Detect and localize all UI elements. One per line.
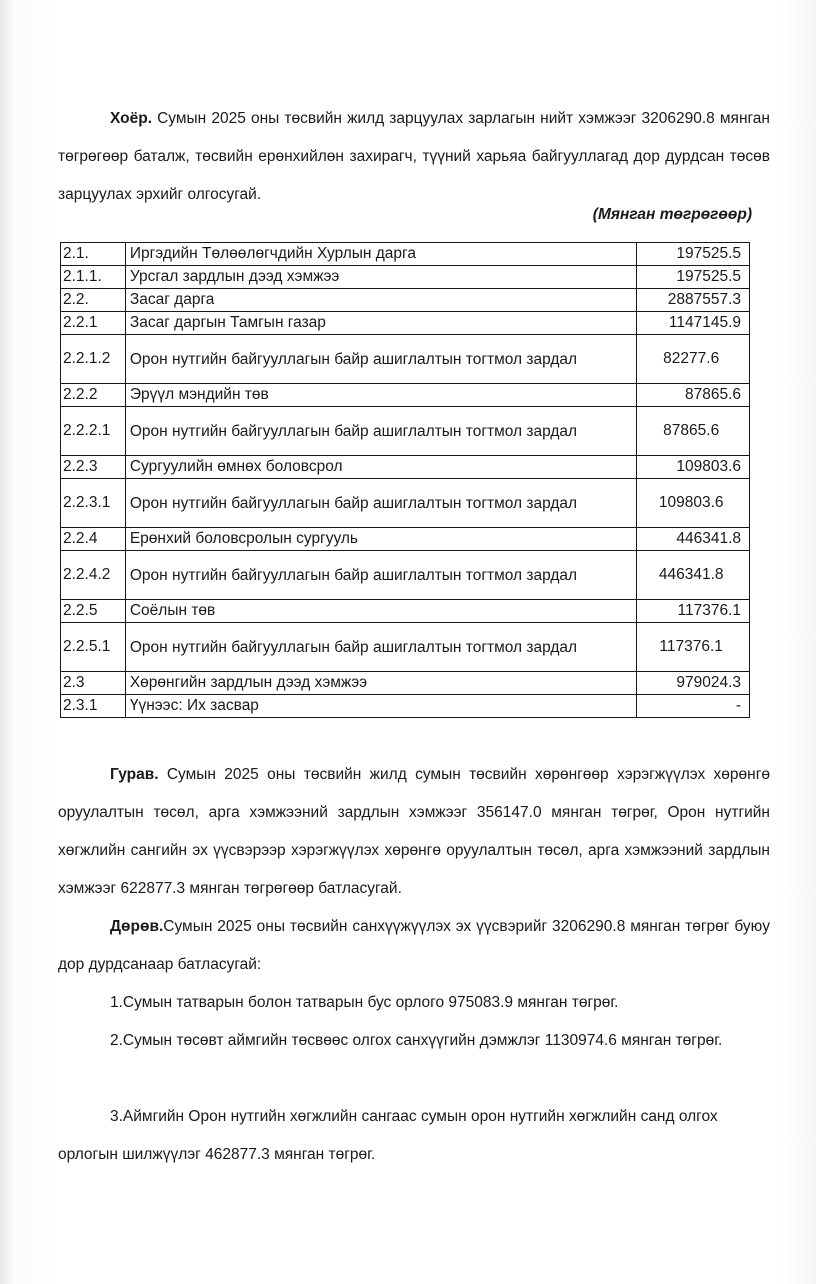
row-name: Эрүүл мэндийн төв [125,384,637,407]
table-row [61,407,750,456]
section-four-text: Сумын 2025 оны төсвийн санхүүжүүлэх эх үүсвэрийг 3206290.8 мянган төгрөг буюу дор дурдсанаар батлaсугай: [58,918,770,973]
row-code: 2.2.1.2 [61,335,126,384]
table-row [61,266,750,289]
row-amount: 82277.6 [637,335,750,384]
row-amount: 197525.5 [637,266,750,289]
row-name: Хөрөнгийн зардлын дээд хэмжээ [125,672,637,695]
section-two-text: Сумын 2025 оны төсвийн жилд зарцуулах зарлагын нийт хэмжээг 3206290.8 мянган төгрөгөөр баталж, төсвийн ерөнхийлөн захирагч, түүний харьяа байгууллагад дор дурдсан төсөв зарцуулах эрхийг олгосугай. [58,110,770,203]
row-name: Орон нутгийн байгууллагын байр ашиглалтын тогтмол зардал [125,551,637,600]
row-amount: 197525.5 [637,243,750,266]
table-row [61,335,750,384]
table-row [61,551,750,600]
row-code: 2.1. [61,243,126,266]
table-row [61,384,750,407]
section-two-paragraph [58,100,770,214]
table-row [61,672,750,695]
section-three-text: Сумын 2025 оны төсвийн жилд сумын төсвийн хөрөнгөөр хэрэгжүүлэх хөрөнгө оруулалтын төсөл, арга хэмжээний зардлын хэмжээг 356147.0 мянган төгрөг, Орон нутгийн хөгжлийн сангийн эх үүсвэрээр хэрэгжүүлэх хөрөнгө оруулалтын төсөл, арга хэмжээний зардлын хэмжээг 622877.3 мянган төгрөгөөр батлaсугай. [58,766,770,897]
funding-item-2: 2.Сумын төсөвт аймгийн төсвөөс олгох санхүүгийн дэмжлэг 1130974.6 мянган төгрөг. [110,1032,723,1049]
row-name: Урсгал зардлын дээд хэмжээ [125,266,637,289]
section-three-heading: Гурав. [110,766,159,783]
row-name: Үүнээс: Их засвар [125,695,637,718]
row-amount: 87865.6 [637,384,750,407]
row-name: Соёлын төв [125,600,637,623]
table-row [61,456,750,479]
row-name: Орон нутгийн байгууллагын байр ашиглалтын тогтмол зардал [125,479,637,528]
table-row [61,623,750,672]
table-row [61,479,750,528]
budget-table [60,242,750,718]
row-amount: 117376.1 [637,600,750,623]
row-code: 2.2.3.1 [61,479,126,528]
row-amount: 446341.8 [637,528,750,551]
row-code: 2.2.2 [61,384,126,407]
table-row [61,289,750,312]
row-amount: 117376.1 [637,623,750,672]
row-amount: 109803.6 [637,479,750,528]
section-three-paragraph [58,756,770,908]
row-code: 2.3.1 [61,695,126,718]
row-name: Засаг даргын Тамгын газар [125,312,637,335]
row-code: 2.2.5.1 [61,623,126,672]
row-code: 2.2.2.1 [61,407,126,456]
section-two-heading: Хоёр. [110,110,152,127]
section-four-heading: Дөрөв. [110,918,164,935]
row-code: 2.2.4.2 [61,551,126,600]
row-name: Ерөнхий боловсролын сургууль [125,528,637,551]
row-code: 2.1.1. [61,266,126,289]
row-name: Орон нутгийн байгууллагын байр ашиглалтын тогтмол зардал [125,623,637,672]
row-name: Орон нутгийн байгууллагын байр ашиглалтын тогтмол зардал [125,335,637,384]
table-row [61,695,750,718]
row-code: 2.3 [61,672,126,695]
funding-item-1: 1.Сумын татварын болон татварын бус орлого 975083.9 мянган төгрөг. [110,994,619,1011]
row-amount: 109803.6 [637,456,750,479]
row-name: Иргэдийн Төлөөлөгчдийн Хурлын дарга [125,243,637,266]
row-amount: 1147145.9 [637,312,750,335]
row-amount: 2887557.3 [637,289,750,312]
row-amount: 979024.3 [637,672,750,695]
table-row [61,528,750,551]
row-name: Орон нутгийн байгууллагын байр ашиглалтын тогтмол зардал [125,407,637,456]
unit-note: (Мянган төгрөгөөр) [592,206,752,223]
budget-table-body [61,243,750,718]
row-code: 2.2.1 [61,312,126,335]
row-name: Сургуулийн өмнөх боловсрол [125,456,637,479]
row-amount: 446341.8 [637,551,750,600]
row-code: 2.2.4 [61,528,126,551]
table-row [61,312,750,335]
row-amount: - [637,695,750,718]
section-four-paragraph [58,908,770,984]
row-name: Засаг дарга [125,289,637,312]
funding-item-3: 3.Аймгийн Орон нутгийн хөгжлийн сангаас сумын орон нутгийн хөгжлийн санд олгох орлогын шилжүүлэг 462877.3 мянган төгрөг. [58,1108,718,1163]
row-code: 2.2.3 [61,456,126,479]
row-code: 2.2. [61,289,126,312]
row-amount: 87865.6 [637,407,750,456]
row-code: 2.2.5 [61,600,126,623]
table-row [61,600,750,623]
table-row [61,243,750,266]
